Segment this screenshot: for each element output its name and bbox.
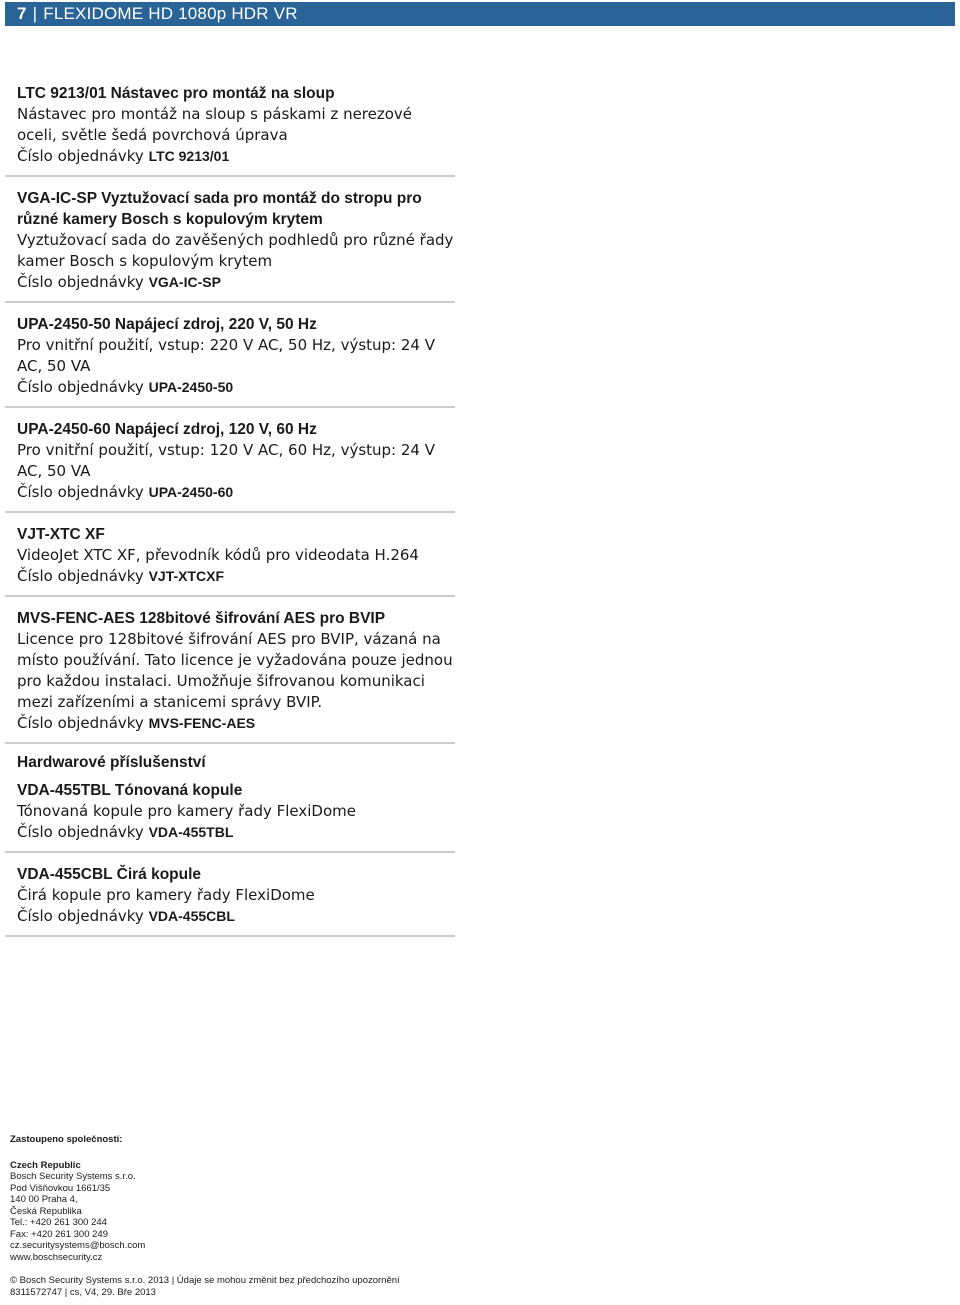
fax-line: Fax: +420 261 300 249 xyxy=(10,1228,108,1240)
address-line: Bosch Security Systems s.r.o. xyxy=(10,1171,136,1182)
product-description: Pro vnitřní použití, vstup: 220 V AC, 50 Hz, výstup: 24 V AC, 50 VA xyxy=(17,336,435,375)
product-title: LTC 9213/01 Nástavec pro montáž na sloup xyxy=(17,85,335,102)
phone-line: Tel.: +420 261 300 244 xyxy=(10,1217,107,1228)
order-number xyxy=(17,482,455,503)
product-title: MVS-FENC-AES 128bitové šifrování AES pro BVIP xyxy=(17,610,386,627)
product-title: VDA-455TBL Tónovaná kopule xyxy=(17,782,243,799)
product-item xyxy=(5,416,455,513)
order-label: Číslo objednávky xyxy=(17,567,144,585)
order-code: MVS-FENC-AES xyxy=(148,715,256,731)
order-label: Číslo objednávky xyxy=(17,147,144,165)
product-item xyxy=(5,311,455,408)
order-number xyxy=(17,272,455,293)
header-title: FLEXIDOME HD 1080p HDR VR xyxy=(43,4,298,23)
product-item xyxy=(5,605,455,744)
product-description: Tónovaná kopule pro kamery řady FlexiDome xyxy=(17,802,357,820)
order-label: Číslo objednávky xyxy=(17,273,144,291)
product-item xyxy=(5,185,455,303)
product-item xyxy=(5,521,455,597)
represented-by-label: Zastoupeno společností: xyxy=(10,1134,123,1145)
product-description: Vyztužovací sada do zavěšených podhledů pro různé řady kamer Bosch s kopulovým krytem xyxy=(17,231,454,270)
order-number xyxy=(17,713,455,734)
product-description: Pro vnitřní použití, vstup: 120 V AC, 60 Hz, výstup: 24 V AC, 50 VA xyxy=(17,441,435,480)
header-separator: | xyxy=(32,4,38,23)
order-number xyxy=(17,377,455,398)
product-description: Licence pro 128bitové šifrování AES pro BVIP, vázaná na místo používání. Tato licence je vyžadována pouze jednou pro každou instalaci. Umožňuje šifrovanou komunikaci mezi zařízeními a stanicemi správy BVIP. xyxy=(17,630,453,711)
address-line: Pod Višňovkou 1661/35 xyxy=(10,1182,111,1194)
page-footer xyxy=(10,1134,610,1298)
product-title: UPA-2450-50 Napájecí zdroj, 220 V, 50 Hz xyxy=(17,316,317,333)
product-title: VGA-IC-SP Vyztužovací sada pro montáž do stropu pro různé kamery Bosch s kopulovým krytem xyxy=(17,190,422,228)
order-label: Číslo objednávky xyxy=(17,907,144,925)
document-id: 8311572747 | cs, V4, 29. Bře 2013 xyxy=(10,1286,156,1298)
product-title: VJT-XTC XF xyxy=(17,526,105,543)
order-code: VJT-XTCXF xyxy=(148,568,225,584)
order-label: Číslo objednávky xyxy=(17,714,144,732)
order-number xyxy=(17,146,455,167)
order-code: VDA-455TBL xyxy=(148,824,234,840)
order-number xyxy=(17,566,455,587)
product-description: VideoJet XTC XF, převodník kódů pro videodata H.264 xyxy=(17,546,419,564)
product-item xyxy=(5,861,455,937)
order-label: Číslo objednávky xyxy=(17,823,144,841)
email-link[interactable]: cz.securitysystems@bosch.com xyxy=(10,1240,146,1251)
accessories-list xyxy=(5,80,455,945)
order-code: UPA-2450-50 xyxy=(148,379,234,395)
order-label: Číslo objednávky xyxy=(17,378,144,396)
order-label: Číslo objednávky xyxy=(17,483,144,501)
product-item xyxy=(5,777,455,853)
order-code: VGA-IC-SP xyxy=(148,274,221,290)
product-description: Čirá kopule pro kamery řady FlexiDome xyxy=(17,886,315,904)
product-title: UPA-2450-60 Napájecí zdroj, 120 V, 60 Hz xyxy=(17,421,317,438)
address-line: Česká Republika xyxy=(10,1205,82,1217)
page-number: 7 xyxy=(17,4,27,23)
section-heading: Hardwarové příslušenství xyxy=(17,754,206,771)
product-item xyxy=(5,80,455,177)
order-code: VDA-455CBL xyxy=(148,908,235,924)
order-number xyxy=(17,906,455,927)
copyright-line: © Bosch Security Systems s.r.o. 2013 | Údaje se mohou změnit bez předchozího upozornění xyxy=(10,1275,400,1286)
order-number xyxy=(17,822,455,843)
product-description: Nástavec pro montáž na sloup s páskami z nerezové oceli, světle šedá povrchová úprava xyxy=(17,105,413,144)
order-code: UPA-2450-60 xyxy=(148,484,234,500)
order-code: LTC 9213/01 xyxy=(148,148,230,164)
country-name: Czech Republic xyxy=(10,1159,81,1171)
product-title: VDA-455CBL Čirá kopule xyxy=(17,866,202,883)
page-header xyxy=(5,2,955,26)
website-link[interactable]: www.boschsecurity.cz xyxy=(10,1251,103,1263)
address-line: 140 00 Praha 4, xyxy=(10,1194,78,1205)
